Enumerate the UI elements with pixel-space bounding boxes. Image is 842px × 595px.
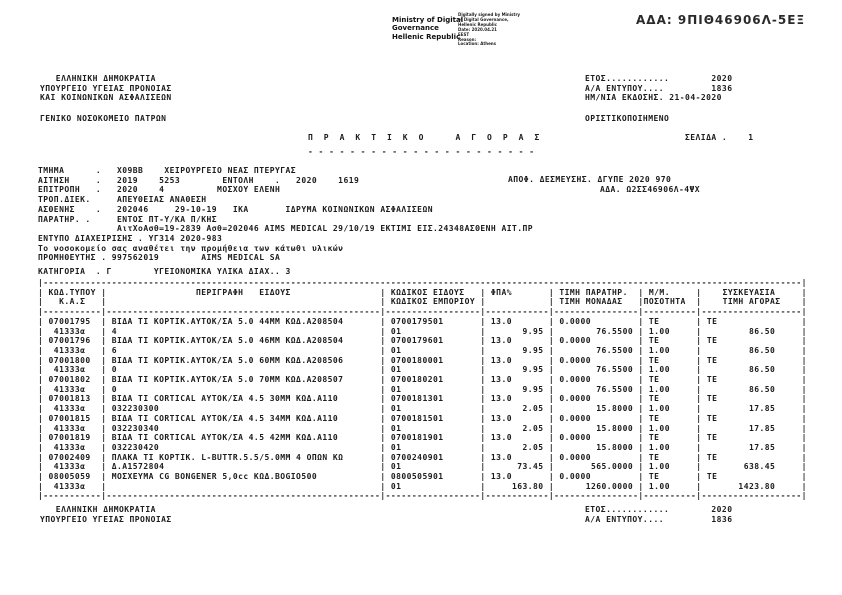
header-line: ΚΑΙ ΚΟΙΝΩΝΙΚΩΝ ΑΣΦΑΛΙΣΕΩΝ bbox=[40, 93, 172, 103]
signature-line: EEST bbox=[458, 31, 470, 37]
signature-line: Location: Athens bbox=[458, 41, 497, 47]
table-row: | 08005059 | ΜΟΣΧΕΥΜΑ CG BONGENER 5,0cc ΚΩΔ.ΒΟGΙΟ500 | 0800505901 | 13.0 | 0.0000 | ΤΕ | ΤΕ | bbox=[38, 472, 807, 482]
category-line: ΚΑΤΗΓΟΡΙΑ . Γ ΥΓΕΙΟΝΟΜΙΚΑ ΥΛΙΚΑ ΔΙΑΧ.. 3 bbox=[38, 267, 291, 276]
ministry-logo-line: Ministry of Digital bbox=[392, 16, 464, 24]
info-line: ΠΑΡΑΤΗΡ. . ΕΝΤΟΣ ΠΤ-Υ/ΚΑ Π/ΚΗΣ bbox=[38, 214, 218, 224]
table-row: | 41333α | 032230300 | 01 | 2.05 | 15.8000 | 1.00 | 17.85 | bbox=[38, 404, 807, 414]
table-row: | 07001815 | ΒΙΔΑ ΤΙ CORTICAL ΑΥΤΟΚ/ΣΑ 4.5 34ΜΜ ΚΩΔ.Α110 | 0700181501 | 13.0 | 0.0000 | ΤΕ | ΤΕ | bbox=[38, 413, 807, 423]
doc-title-underline: - - - - - - - - - - - - - - - - - - - - - - bbox=[308, 147, 540, 156]
footer-line: ΕΤΟΣ............ 2020 bbox=[585, 505, 733, 514]
header-line: ΕΛΛΗΝΙΚΗ ΔΗΜΟΚΡΑΤΙΑ bbox=[40, 74, 156, 83]
footer-right bbox=[585, 505, 732, 524]
header-line: ΥΠΟΥΡΓΕΙΟ ΥΓΕΙΑΣ ΠΡΟΝΟΙΑΣ bbox=[40, 83, 172, 93]
table-row: | 07001800 | ΒΙΔΑ ΤΙ ΚΟΡΤΙΚ.ΑΥΤΟΚ/ΣΑ 5.0 60ΜΜ ΚΩΔ.Α208506 | 0700180001 | 13.0 | 0.0000 | ΤΕ | ΤΕ | bbox=[38, 355, 807, 365]
footer-line: ΥΠΟΥΡΓΕΙΟ ΥΓΕΙΑΣ ΠΡΟΝΟΙΑΣ bbox=[40, 514, 172, 524]
purchase-table bbox=[38, 278, 807, 501]
table-row: | 41333α | 6 | 01 | 9.95 | 76.5500 | 1.00 | 86.50 | bbox=[38, 345, 807, 355]
digital-signature-stamp bbox=[458, 13, 520, 47]
info-line: ΕΠΙΤΡΟΠΗ . 2020 4 ΜΟΣΧΟΥ ΕΛΕΝΗ bbox=[38, 185, 281, 195]
ministry-logo-line: Governance bbox=[392, 24, 439, 33]
ada-secondary: ΑΔΑ. Ω2ΣΣ46906Λ-4ΨΧ bbox=[600, 185, 701, 194]
table-row: | Κ.Α.Σ | | ΚΩΔΙΚΟΣ ΕΜΠΟΡΙΟΥ | | ΤΙΜΗ ΜΟΝΑΔΑΣ |ΠΟΣΟΤΗΤΑ | ΤΙΜΗ ΑΓΟΡΑΣ | bbox=[38, 297, 807, 307]
table-row: | 41333α | 4 | 01 | 9.95 | 76.5500 | 1.00 | 86.50 | bbox=[38, 326, 807, 336]
table-row: | ΚΩΔ.ΤΥΠΟΥ | ΠΕΡΙΓΡΑΦΗ ΕΙΔΟΥΣ | ΚΩΔΙΚΟΣ ΕΙΔΟΥΣ | ΦΠΑ% | ΤΙΜΗ ΠΑΡΑΤΗΡ. | Μ/Μ. | ΣΥΣΚΕΥΑΣΙΑ | bbox=[38, 287, 807, 297]
hospital-name: ΓΕΝΙΚΟ ΝΟΣΟΚΟΜΕΙΟ ΠΑΤΡΩΝ bbox=[40, 114, 167, 123]
table-row: | 07001813 | ΒΙΔΑ ΤΙ CORTICAL ΑΥΤΟΚ/ΣΑ 4.5 30ΜΜ ΚΩΔ.Α110 | 0700181301 | 13.0 | 0.0000 | ΤΕ | ΤΕ | bbox=[38, 394, 807, 404]
header-line: Α/Α ΕΝΤΥΠΟΥ.... 1836 bbox=[585, 83, 733, 93]
info-line: ΑΙΤΗΣΗ . 2019 5253 ΕΝΤΟΛΗ . 2020 1619 bbox=[38, 175, 360, 185]
signature-line: of Digital Governance, bbox=[458, 16, 509, 22]
header-right bbox=[585, 74, 732, 103]
info-line: ΑΣΘΕΝΗΣ . 202046 29-10-19 ΙΚΑ ΙΔΡΥΜΑ ΚΟΙΝΩΝΙΚΩΝ ΑΣΦΑΛΙΣΕΩΝ bbox=[38, 204, 433, 214]
info-line: ΕΝΤΥΠΟ ΔΙΑΧΕΙΡΙΣΗΣ . ΥΓ314 2020-983 bbox=[38, 233, 223, 243]
table-row: | 41333α | 032230340 | 01 | 2.05 | 15.8000 | 1.00 | 17.85 | bbox=[38, 423, 807, 433]
page-number: ΣΕΛΙΔΑ . 1 bbox=[685, 133, 754, 142]
table-row: |------------------------------------------------------------------------------------------------------------------------------------------------| bbox=[38, 278, 807, 287]
signature-line: Digitally signed by Ministry bbox=[458, 12, 521, 17]
signature-line: Hellenic Republic bbox=[458, 21, 497, 27]
ministry-logo bbox=[392, 16, 463, 41]
header-line: ΕΤΟΣ............ 2020 bbox=[585, 74, 733, 83]
table-row: | 07001802 | ΒΙΔΑ ΤΙ ΚΟΡΤΙΚ.ΑΥΤΟΚ/ΣΑ 5.0 70ΜΜ ΚΩΔ.Α208507 | 0700180201 | 13.0 | 0.0000 | ΤΕ | ΤΕ | bbox=[38, 375, 807, 385]
info-line: ΑιτΧοΑσθ=19-2839 Ασθ=202046 AIMS MEDICAL 29/10/19 ΕΚΤΙΜΙ ΕΙΣ.24348ΑΣΘΕΝΗ ΑΙΤ.ΠΡ bbox=[38, 224, 534, 234]
table-row: | 41333α | Δ.Α1572804 | 01 | 73.45 | 565.0000 | 1.00 | 638.45 | bbox=[38, 462, 807, 472]
header-left bbox=[40, 74, 172, 103]
table-row: | 07001796 | ΒΙΔΑ ΤΙ ΚΟΡΤΙΚ.ΑΥΤΟΚ/ΣΑ 5.0 46ΜΜ ΚΩΔ.Α208504 | 0700179601 | 13.0 | 0.0000 | ΤΕ | ΤΕ | bbox=[38, 336, 807, 346]
table-row: |-----------|----------------------------------------------------|------------------|------------|----------------|----------|-------------------| bbox=[38, 307, 807, 317]
info-block bbox=[38, 166, 533, 263]
ada-code: ΑΔΑ: 9ΠΙΘ46906Λ-5ΕΞ bbox=[636, 13, 806, 27]
signature-line: Date: 2020.04.21 bbox=[458, 26, 497, 32]
info-line: ΠΡΟΜΗΘΕΥΤΗΣ . 997562019 AIMS MEDICAL SA bbox=[38, 253, 281, 263]
table-row: | 41333α | 0 | 01 | 9.95 | 76.5500 | 1.00 | 86.50 | bbox=[38, 384, 807, 394]
info-line: ΤΡΟΠ.ΔΙΕΚ. ΑΠΕΥΘΕΙΑΣ ΑΝΑΘΕΣΗ bbox=[38, 195, 207, 205]
table-row: | 41333α | 0 | 01 | 9.95 | 76.5500 | 1.00 | 86.50 | bbox=[38, 365, 807, 375]
info-line: Το νοσοκομείο σας αναθέτει την προμήθεια των κάτωθι υλικών bbox=[38, 243, 344, 253]
signature-line: Reason: bbox=[458, 36, 477, 42]
table-row: | 07001819 | ΒΙΔΑ ΤΙ CORTICAL ΑΥΤΟΚ/ΣΑ 4.5 42ΜΜ ΚΩΔ.Α110 | 0700181901 | 13.0 | 0.0000 | ΤΕ | ΤΕ | bbox=[38, 433, 807, 443]
table-row: | 41333α | | 01 | 163.80 | 1260.0000 | 1.00 | 1423.80 | bbox=[38, 481, 807, 491]
table-row: | 07001795 | ΒΙΔΑ ΤΙ ΚΟΡΤΙΚ.ΑΥΤΟΚ/ΣΑ 5.0 44ΜΜ ΚΩΔ.Α208504 | 0700179501 | 13.0 | 0.0000 | ΤΕ | ΤΕ | bbox=[38, 316, 807, 326]
footer-left bbox=[40, 505, 172, 524]
status-label: ΟΡΙΣΤΙΚΟΠΟΙΗΜΕΝΟ bbox=[585, 114, 670, 123]
ministry-logo-line: Hellenic Republic bbox=[392, 32, 461, 41]
footer-line: Α/Α ΕΝΤΥΠΟΥ.... 1836 bbox=[585, 514, 733, 524]
header-line: ΗΜ/ΝΙΑ ΕΚΔΟΣΗΣ. 21-04-2020 bbox=[585, 93, 722, 103]
footer-line: ΕΛΛΗΝΙΚΗ ΔΗΜΟΚΡΑΤΙΑ bbox=[40, 505, 156, 514]
info-line: ΤΜΗΜΑ . Χ09ΒΒ ΧΕΙΡΟΥΡΓΕΙΟ ΝΕΑΣ ΠΤΕΡΥΓΑΣ bbox=[38, 166, 297, 175]
doc-title: Π Ρ Α Κ Τ Ι Κ Ο Α Γ Ο Ρ Α Σ bbox=[308, 133, 540, 142]
commitment-ref: ΑΠΟΦ. ΔΕΣΜΕΥΣΗΣ. ΔΓΥΠΕ 2020 970 bbox=[508, 175, 672, 184]
table-row: | 07002409 | ΠΛΑΚΑ ΤΙ ΚΟΡΤΙΚ. L-BUTTR.5.5/5.0ΜΜ 4 ΟΠΩΝ ΚΩ | 0700240901 | 13.0 | 0.0000 | ΤΕ | ΤΕ | bbox=[38, 452, 807, 462]
table-row: | 41333α | 032230420 | 01 | 2.05 | 15.8000 | 1.00 | 17.85 | bbox=[38, 442, 807, 452]
table-row: |-----------|----------------------------------------------------|------------------|------------|----------------|----------|-------------------| bbox=[38, 491, 807, 501]
